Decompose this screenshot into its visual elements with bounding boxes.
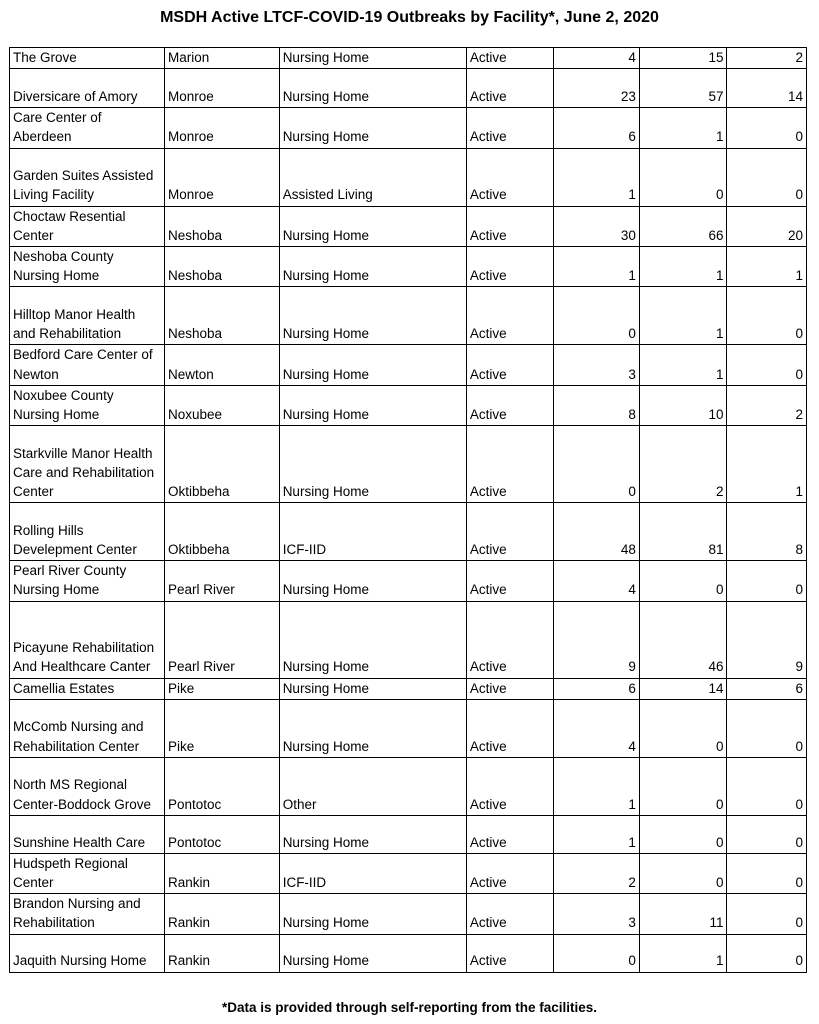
table-row — [10, 148, 807, 206]
facility-cell: Noxubee County Nursing Home — [10, 385, 165, 425]
status-cell: Active — [466, 561, 554, 601]
count-cell-3: 0 — [727, 815, 807, 853]
count-cell-2: 15 — [639, 48, 727, 69]
status-cell: Active — [466, 148, 554, 206]
county-cell: Neshoba — [164, 247, 279, 287]
status-cell: Active — [466, 345, 554, 385]
count-cell-1: 8 — [554, 385, 640, 425]
facility-type-cell: Other — [279, 757, 466, 815]
status-cell: Active — [466, 815, 554, 853]
table-row — [10, 108, 807, 148]
status-cell: Active — [466, 385, 554, 425]
facility-type-cell: Nursing Home — [279, 699, 466, 757]
county-cell: Monroe — [164, 108, 279, 148]
count-cell-2: 1 — [639, 345, 727, 385]
facility-cell: Sunshine Health Care — [10, 815, 165, 853]
county-cell: Pike — [164, 699, 279, 757]
count-cell-1: 0 — [554, 287, 640, 345]
facility-type-cell: ICF-IID — [279, 853, 466, 893]
count-cell-1: 3 — [554, 345, 640, 385]
count-cell-1: 48 — [554, 503, 640, 561]
table-row — [10, 426, 807, 503]
facility-type-cell: Nursing Home — [279, 345, 466, 385]
count-cell-1: 0 — [554, 426, 640, 503]
count-cell-2: 0 — [639, 561, 727, 601]
count-cell-1: 30 — [554, 206, 640, 246]
count-cell-1: 1 — [554, 815, 640, 853]
status-cell: Active — [466, 699, 554, 757]
status-cell: Active — [466, 247, 554, 287]
status-cell: Active — [466, 48, 554, 69]
county-cell: Pontotoc — [164, 757, 279, 815]
count-cell-3: 0 — [727, 148, 807, 206]
count-cell-3: 20 — [727, 206, 807, 246]
facility-type-cell: Nursing Home — [279, 385, 466, 425]
facility-cell: Care Center of Aberdeen — [10, 108, 165, 148]
count-cell-2: 57 — [639, 69, 727, 108]
count-cell-1: 1 — [554, 247, 640, 287]
facility-cell: Garden Suites Assisted Living Facility — [10, 148, 165, 206]
facility-type-cell: Nursing Home — [279, 206, 466, 246]
count-cell-2: 1 — [639, 934, 727, 972]
table-row — [10, 601, 807, 678]
facility-cell: Jaquith Nursing Home — [10, 934, 165, 972]
table-row — [10, 561, 807, 601]
count-cell-3: 14 — [727, 69, 807, 108]
county-cell: Pontotoc — [164, 815, 279, 853]
table-row — [10, 894, 807, 934]
count-cell-2: 81 — [639, 503, 727, 561]
county-cell: Pike — [164, 678, 279, 699]
table-row — [10, 815, 807, 853]
count-cell-2: 1 — [639, 108, 727, 148]
table-row — [10, 287, 807, 345]
count-cell-2: 11 — [639, 894, 727, 934]
count-cell-3: 2 — [727, 385, 807, 425]
count-cell-1: 9 — [554, 601, 640, 678]
facility-type-cell: Nursing Home — [279, 815, 466, 853]
facility-cell: Choctaw Resential Center — [10, 206, 165, 246]
count-cell-2: 66 — [639, 206, 727, 246]
facility-cell: Brandon Nursing and Rehabilitation — [10, 894, 165, 934]
count-cell-3: 9 — [727, 601, 807, 678]
table-row — [10, 678, 807, 699]
facility-cell: Rolling Hills Develepment Center — [10, 503, 165, 561]
facility-cell: Camellia Estates — [10, 678, 165, 699]
status-cell: Active — [466, 678, 554, 699]
county-cell: Neshoba — [164, 206, 279, 246]
facility-cell: Pearl River County Nursing Home — [10, 561, 165, 601]
table-row — [10, 345, 807, 385]
facility-type-cell: Nursing Home — [279, 247, 466, 287]
count-cell-1: 1 — [554, 148, 640, 206]
status-cell: Active — [466, 894, 554, 934]
facility-type-cell: Nursing Home — [279, 48, 466, 69]
count-cell-1: 6 — [554, 678, 640, 699]
facility-type-cell: Nursing Home — [279, 561, 466, 601]
table-row — [10, 503, 807, 561]
count-cell-3: 0 — [727, 345, 807, 385]
count-cell-1: 0 — [554, 934, 640, 972]
status-cell: Active — [466, 69, 554, 108]
table-row — [10, 934, 807, 972]
count-cell-2: 10 — [639, 385, 727, 425]
count-cell-3: 0 — [727, 853, 807, 893]
status-cell: Active — [466, 853, 554, 893]
count-cell-1: 4 — [554, 48, 640, 69]
county-cell: Marion — [164, 48, 279, 69]
count-cell-1: 4 — [554, 699, 640, 757]
county-cell: Neshoba — [164, 287, 279, 345]
facility-type-cell: Nursing Home — [279, 678, 466, 699]
facility-type-cell: Nursing Home — [279, 934, 466, 972]
facility-type-cell: Nursing Home — [279, 287, 466, 345]
status-cell: Active — [466, 503, 554, 561]
county-cell: Monroe — [164, 69, 279, 108]
county-cell: Newton — [164, 345, 279, 385]
status-cell: Active — [466, 601, 554, 678]
facility-cell: North MS Regional Center-Boddock Grove — [10, 757, 165, 815]
count-cell-1: 23 — [554, 69, 640, 108]
county-cell: Noxubee — [164, 385, 279, 425]
table-row — [10, 48, 807, 69]
count-cell-3: 0 — [727, 699, 807, 757]
county-cell: Oktibbeha — [164, 426, 279, 503]
facility-cell: Starkville Manor Health Care and Rehabilitation Center — [10, 426, 165, 503]
count-cell-2: 0 — [639, 757, 727, 815]
facility-cell: Hilltop Manor Health and Rehabilitation — [10, 287, 165, 345]
status-cell: Active — [466, 287, 554, 345]
facility-type-cell: Nursing Home — [279, 426, 466, 503]
count-cell-2: 2 — [639, 426, 727, 503]
count-cell-3: 6 — [727, 678, 807, 699]
count-cell-3: 0 — [727, 287, 807, 345]
facility-type-cell: Nursing Home — [279, 108, 466, 148]
count-cell-3: 8 — [727, 503, 807, 561]
facility-type-cell: Nursing Home — [279, 601, 466, 678]
table-row — [10, 69, 807, 108]
status-cell: Active — [466, 934, 554, 972]
facility-cell: Bedford Care Center of Newton — [10, 345, 165, 385]
table-row — [10, 206, 807, 246]
county-cell: Rankin — [164, 853, 279, 893]
count-cell-2: 0 — [639, 699, 727, 757]
county-cell: Rankin — [164, 894, 279, 934]
facility-cell: The Grove — [10, 48, 165, 69]
count-cell-1: 2 — [554, 853, 640, 893]
table-row — [10, 853, 807, 893]
count-cell-1: 1 — [554, 757, 640, 815]
table-row — [10, 699, 807, 757]
status-cell: Active — [466, 108, 554, 148]
county-cell: Monroe — [164, 148, 279, 206]
facility-cell: Neshoba County Nursing Home — [10, 247, 165, 287]
county-cell: Pearl River — [164, 601, 279, 678]
county-cell: Rankin — [164, 934, 279, 972]
count-cell-2: 46 — [639, 601, 727, 678]
facility-type-cell: Nursing Home — [279, 894, 466, 934]
facility-cell: Diversicare of Amory — [10, 69, 165, 108]
count-cell-1: 3 — [554, 894, 640, 934]
count-cell-2: 1 — [639, 247, 727, 287]
county-cell: Oktibbeha — [164, 503, 279, 561]
facility-cell: Picayune Rehabilitation And Healthcare Canter — [10, 601, 165, 678]
facility-cell: McComb Nursing and Rehabilitation Center — [10, 699, 165, 757]
status-cell: Active — [466, 757, 554, 815]
count-cell-2: 0 — [639, 148, 727, 206]
count-cell-3: 0 — [727, 934, 807, 972]
page-title: MSDH Active LTCF-COVID-19 Outbreaks by Facility*, June 2, 2020 — [160, 9, 659, 26]
footnote: *Data is provided through self-reporting from the facilities. — [221, 1000, 598, 1015]
count-cell-3: 0 — [727, 561, 807, 601]
count-cell-3: 0 — [727, 894, 807, 934]
count-cell-3: 1 — [727, 247, 807, 287]
count-cell-1: 4 — [554, 561, 640, 601]
facility-type-cell: ICF-IID — [279, 503, 466, 561]
outbreak-table — [9, 47, 807, 973]
facility-cell: Hudspeth Regional Center — [10, 853, 165, 893]
count-cell-2: 14 — [639, 678, 727, 699]
facility-type-cell: Nursing Home — [279, 69, 466, 108]
table-body — [10, 48, 807, 973]
count-cell-2: 1 — [639, 287, 727, 345]
count-cell-2: 0 — [639, 853, 727, 893]
count-cell-3: 2 — [727, 48, 807, 69]
count-cell-2: 0 — [639, 815, 727, 853]
table-row — [10, 247, 807, 287]
count-cell-3: 1 — [727, 426, 807, 503]
count-cell-3: 0 — [727, 108, 807, 148]
status-cell: Active — [466, 206, 554, 246]
count-cell-3: 0 — [727, 757, 807, 815]
county-cell: Pearl River — [164, 561, 279, 601]
count-cell-1: 6 — [554, 108, 640, 148]
status-cell: Active — [466, 426, 554, 503]
facility-type-cell: Assisted Living — [279, 148, 466, 206]
table-row — [10, 385, 807, 425]
table-row — [10, 757, 807, 815]
